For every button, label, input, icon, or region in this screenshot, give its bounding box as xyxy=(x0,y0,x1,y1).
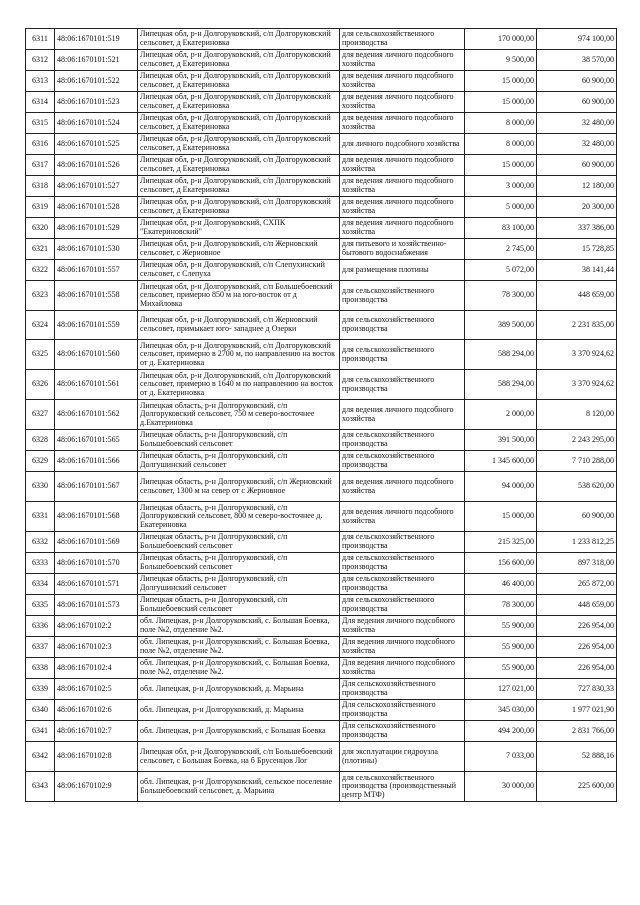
land-use-cell: для ведения личного подсобного хозяйства xyxy=(340,113,465,134)
cadastral-number-cell: 48:06:1670101:530 xyxy=(55,239,138,260)
address-cell: Липецкая область, р-н Долгоруковский, с/п Большебоевский сельсовет xyxy=(138,532,340,553)
area-cell: 2 745,00 xyxy=(465,239,537,260)
area-cell: 156 600,00 xyxy=(465,553,537,574)
row-number-cell: 6325 xyxy=(26,340,55,370)
area-cell: 15 000,00 xyxy=(465,502,537,532)
cadastral-number-cell: 48:06:1670102:8 xyxy=(55,742,138,772)
area-cell: 55 900,00 xyxy=(465,616,537,637)
cadastral-number-cell: 48:06:1670101:519 xyxy=(55,29,138,50)
area-cell: 3 000,00 xyxy=(465,176,537,197)
table-row xyxy=(26,451,617,472)
cadastral-number-cell: 48:06:1670102:7 xyxy=(55,721,138,742)
address-cell: обл. Липецкая, р-н Долгоруковский, д. Марьина xyxy=(138,700,340,721)
land-use-cell: для сельскохозяйственного производства xyxy=(340,430,465,451)
land-use-cell: Для сельскохозяйственного производства xyxy=(340,679,465,700)
address-cell: Липецкая обл, р-н Долгоруковский, с/п Долгоруковский сельсовет, примерно в 2700 м, по направлению на восток от д. Екатериновка xyxy=(138,340,340,370)
cadastral-value-cell: 38 570,00 xyxy=(537,50,617,71)
address-cell: обл. Липецкая, р-н Долгоруковский, с Большая Боевка xyxy=(138,721,340,742)
cadastral-number-cell: 48:06:1670101:562 xyxy=(55,400,138,430)
land-use-cell: для сельскохозяйственного производства xyxy=(340,574,465,595)
table-row xyxy=(26,370,617,400)
table-row xyxy=(26,472,617,502)
address-cell: обл. Липецкая, р-н Долгоруковский, д. Марьина xyxy=(138,679,340,700)
cadastral-value-cell: 2 243 295,00 xyxy=(537,430,617,451)
cadastral-value-cell: 337 386,00 xyxy=(537,218,617,239)
cadastral-number-cell: 48:06:1670101:529 xyxy=(55,218,138,239)
row-number-cell: 6316 xyxy=(26,134,55,155)
cadastral-number-cell: 48:06:1670101:565 xyxy=(55,430,138,451)
table-row xyxy=(26,532,617,553)
land-use-cell: для ведения личного подсобного хозяйства xyxy=(340,71,465,92)
cadastral-number-cell: 48:06:1670102:4 xyxy=(55,658,138,679)
row-number-cell: 6317 xyxy=(26,155,55,176)
cadastral-value-cell: 265 872,00 xyxy=(537,574,617,595)
table-row xyxy=(26,772,617,802)
area-cell: 494 200,00 xyxy=(465,721,537,742)
area-cell: 9 500,00 xyxy=(465,50,537,71)
land-use-cell: для сельскохозяйственного производства xyxy=(340,532,465,553)
address-cell: Липецкая область, р-н Долгоруковский, с/п Долгоруковский сельсовет, 750 м северо-восточнее д.Екатериновка xyxy=(138,400,340,430)
cadastral-value-cell: 3 370 924,62 xyxy=(537,370,617,400)
cadastral-number-cell: 48:06:1670101:521 xyxy=(55,50,138,71)
land-use-cell: для питьевого и хозяйственно-бытового водоснабжения xyxy=(340,239,465,260)
cadastral-number-cell: 48:06:1670101:561 xyxy=(55,370,138,400)
row-number-cell: 6328 xyxy=(26,430,55,451)
land-use-cell: для ведения личного подсобного хозяйства xyxy=(340,502,465,532)
row-number-cell: 6321 xyxy=(26,239,55,260)
table-row xyxy=(26,134,617,155)
area-cell: 46 400,00 xyxy=(465,574,537,595)
row-number-cell: 6311 xyxy=(26,29,55,50)
land-use-cell: для сельскохозяйственного производства xyxy=(340,311,465,340)
row-number-cell: 6318 xyxy=(26,176,55,197)
land-use-cell: для ведения личного подсобного хозяйства xyxy=(340,472,465,502)
land-use-cell: для ведения личного подсобного хозяйства xyxy=(340,50,465,71)
address-cell: Липецкая обл, р-н Долгоруковский, с/п Долгоруковский сельсовет, д Екатериновка xyxy=(138,134,340,155)
address-cell: Липецкая обл, р-н Долгоруковский, с/п Долгоруковский сельсовет, д Екатериновка xyxy=(138,92,340,113)
area-cell: 78 300,00 xyxy=(465,281,537,311)
area-cell: 55 900,00 xyxy=(465,637,537,658)
row-number-cell: 6342 xyxy=(26,742,55,772)
land-use-cell: для сельскохозяйственного производства (производственный центр МТФ) xyxy=(340,772,465,802)
address-cell: Липецкая обл, р-н Долгоруковский, с/п Долгоруковский сельсовет, д Екатериновка xyxy=(138,113,340,134)
table-row xyxy=(26,239,617,260)
address-cell: Липецкая обл, р-н Долгоруковский, с/п Долгоруковский сельсовет, д Екатериновка xyxy=(138,155,340,176)
cadastral-value-cell: 225 600,00 xyxy=(537,772,617,802)
cadastral-number-cell: 48:06:1670102:6 xyxy=(55,700,138,721)
area-cell: 8 000,00 xyxy=(465,113,537,134)
cadastral-value-cell: 60 900,00 xyxy=(537,71,617,92)
land-use-cell: для сельскохозяйственного производства xyxy=(340,340,465,370)
row-number-cell: 6326 xyxy=(26,370,55,400)
cadastral-number-cell: 48:06:1670101:527 xyxy=(55,176,138,197)
land-use-cell: для ведения личного подсобного хозяйства xyxy=(340,155,465,176)
address-cell: Липецкая область, р-н Долгоруковский, с/п Большебоевский сельсовет xyxy=(138,553,340,574)
address-cell: Липецкая область, р-н Долгоруковский, с/п Долгоруковский сельсовет, 800 м северо-восточнее д. Екатериновка xyxy=(138,502,340,532)
land-use-cell: Для сельскохозяйственного производства xyxy=(340,700,465,721)
cadastral-value-cell: 1 233 812,25 xyxy=(537,532,617,553)
address-cell: Липецкая область, р-н Долгоруковский, с/п Долгушинский сельсовет xyxy=(138,451,340,472)
row-number-cell: 6329 xyxy=(26,451,55,472)
land-use-cell: для сельскохозяйственного производства xyxy=(340,595,465,616)
row-number-cell: 6340 xyxy=(26,700,55,721)
cadastral-value-cell: 2 831 766,00 xyxy=(537,721,617,742)
row-number-cell: 6331 xyxy=(26,502,55,532)
land-use-cell: для сельскохозяйственного производства xyxy=(340,370,465,400)
cadastral-value-cell: 60 900,00 xyxy=(537,502,617,532)
address-cell: Липецкая обл, р-н Долгоруковский, с/п Большебоевский сельсовет, с Большая Боевка, на б Брусенцов Лог xyxy=(138,742,340,772)
row-number-cell: 6314 xyxy=(26,92,55,113)
cadastral-value-cell: 1 977 021,90 xyxy=(537,700,617,721)
table-row xyxy=(26,340,617,370)
table-row xyxy=(26,50,617,71)
address-cell: обл. Липецкая, р-н Долгоруковский, с. Большая Боевка, поле №2, отделение №2. xyxy=(138,637,340,658)
table-row xyxy=(26,197,617,218)
row-number-cell: 6312 xyxy=(26,50,55,71)
address-cell: Липецкая обл, р-н Долгоруковский, с/п Долгоруковский сельсовет, д Екатериновка xyxy=(138,29,340,50)
address-cell: Липецкая область, р-н Долгоруковский, с/п Большебоевский сельсовет xyxy=(138,595,340,616)
land-use-cell: Для ведения личного подсобного хозяйства xyxy=(340,616,465,637)
table-row xyxy=(26,113,617,134)
land-use-cell: для личного подсобного хозяйства xyxy=(340,134,465,155)
cadastral-number-cell: 48:06:1670101:524 xyxy=(55,113,138,134)
row-number-cell: 6319 xyxy=(26,197,55,218)
cadastral-value-cell: 974 100,00 xyxy=(537,29,617,50)
area-cell: 389 500,00 xyxy=(465,311,537,340)
row-number-cell: 6323 xyxy=(26,281,55,311)
row-number-cell: 6330 xyxy=(26,472,55,502)
cadastral-number-cell: 48:06:1670102:2 xyxy=(55,616,138,637)
cadastral-number-cell: 48:06:1670101:557 xyxy=(55,260,138,281)
row-number-cell: 6332 xyxy=(26,532,55,553)
row-number-cell: 6336 xyxy=(26,616,55,637)
cadastral-value-cell: 8 120,00 xyxy=(537,400,617,430)
row-number-cell: 6339 xyxy=(26,679,55,700)
table-row xyxy=(26,176,617,197)
row-number-cell: 6343 xyxy=(26,772,55,802)
cadastral-value-cell: 448 659,00 xyxy=(537,281,617,311)
area-cell: 1 345 600,00 xyxy=(465,451,537,472)
cadastral-value-cell: 226 954,00 xyxy=(537,616,617,637)
cadastral-value-cell: 448 659,00 xyxy=(537,595,617,616)
address-cell: обл. Липецкая, р-н Долгоруковский, сельское поселение Большебоевский сельсовет, д. Марьина xyxy=(138,772,340,802)
row-number-cell: 6313 xyxy=(26,71,55,92)
cadastral-number-cell: 48:06:1670101:558 xyxy=(55,281,138,311)
cadastral-number-cell: 48:06:1670101:573 xyxy=(55,595,138,616)
cadastral-number-cell: 48:06:1670102:9 xyxy=(55,772,138,802)
land-use-cell: для сельскохозяйственного производства xyxy=(340,451,465,472)
address-cell: Липецкая обл, р-н Долгоруковский, с/п Долгоруковский сельсовет, примерно в 1640 м по направлению на восток от д. Екатериновка xyxy=(138,370,340,400)
land-use-cell: Для сельскохозяйственного производства xyxy=(340,721,465,742)
cadastral-number-cell: 48:06:1670101:526 xyxy=(55,155,138,176)
table-row xyxy=(26,311,617,340)
table-row xyxy=(26,29,617,50)
address-cell: Липецкая обл, р-н Долгоруковский, с/п Жерновский сельсовет, примыкает юго- западнее д Озерки xyxy=(138,311,340,340)
address-cell: Липецкая обл, р-н Долгоруковский, с/п Слепухинский сельсовет, с Слепуха xyxy=(138,260,340,281)
cadastral-value-cell: 727 830,33 xyxy=(537,679,617,700)
address-cell: Липецкая область, р-н Долгоруковский, с/п Долгушинский сельсовет xyxy=(138,574,340,595)
area-cell: 2 000,00 xyxy=(465,400,537,430)
cadastral-value-cell: 15 728,85 xyxy=(537,239,617,260)
cadastral-number-cell: 48:06:1670101:571 xyxy=(55,574,138,595)
area-cell: 5 072,00 xyxy=(465,260,537,281)
table-body xyxy=(26,29,617,802)
land-use-cell: для эксплуатации гидроузла (плотины) xyxy=(340,742,465,772)
area-cell: 588 294,00 xyxy=(465,340,537,370)
table-row xyxy=(26,218,617,239)
cadastral-number-cell: 48:06:1670101:569 xyxy=(55,532,138,553)
area-cell: 127 021,00 xyxy=(465,679,537,700)
land-use-cell: Для ведения личного подсобного хозяйства xyxy=(340,658,465,679)
cadastral-number-cell: 48:06:1670101:570 xyxy=(55,553,138,574)
area-cell: 78 300,00 xyxy=(465,595,537,616)
cadastral-value-cell: 226 954,00 xyxy=(537,637,617,658)
table-row xyxy=(26,595,617,616)
table-row xyxy=(26,742,617,772)
address-cell: Липецкая обл, р-н Долгоруковский, с/п Долгоруковский сельсовет, д Екатериновка xyxy=(138,71,340,92)
land-use-cell: Для ведения личного подсобного хозяйства xyxy=(340,637,465,658)
area-cell: 94 000,00 xyxy=(465,472,537,502)
table-row xyxy=(26,700,617,721)
land-use-cell: для размещения плотины xyxy=(340,260,465,281)
address-cell: Липецкая обл, р-н Долгоруковский, с/п Долгоруковский сельсовет, д Екатериновка xyxy=(138,176,340,197)
cadastral-value-cell: 60 900,00 xyxy=(537,155,617,176)
area-cell: 8 000,00 xyxy=(465,134,537,155)
cadastral-value-cell: 2 231 835,00 xyxy=(537,311,617,340)
address-cell: Липецкая область, р-н Долгоруковский, с/п Большебоевский сельсовет xyxy=(138,430,340,451)
land-plots-table xyxy=(25,28,617,802)
address-cell: Липецкая обл, р-н Долгоруковский, с/п Большебоевский сельсовет, примерно 850 м на юго-восток от д Михайловка xyxy=(138,281,340,311)
land-use-cell: для сельскохозяйственного производства xyxy=(340,553,465,574)
area-cell: 30 000,00 xyxy=(465,772,537,802)
table-row xyxy=(26,430,617,451)
cadastral-number-cell: 48:06:1670101:567 xyxy=(55,472,138,502)
table-row xyxy=(26,679,617,700)
table-row xyxy=(26,658,617,679)
table-row xyxy=(26,71,617,92)
table-row xyxy=(26,553,617,574)
land-use-cell: для ведения личного подсобного хозяйства xyxy=(340,92,465,113)
cadastral-number-cell: 48:06:1670101:566 xyxy=(55,451,138,472)
address-cell: Липецкая обл, р-н Долгоруковский, с/п Долгоруковский сельсовет, д Екатериновка xyxy=(138,197,340,218)
table-row xyxy=(26,502,617,532)
cadastral-number-cell: 48:06:1670102:5 xyxy=(55,679,138,700)
cadastral-number-cell: 48:06:1670101:560 xyxy=(55,340,138,370)
cadastral-value-cell: 12 180,00 xyxy=(537,176,617,197)
area-cell: 588 294,00 xyxy=(465,370,537,400)
area-cell: 83 100,00 xyxy=(465,218,537,239)
area-cell: 170 000,00 xyxy=(465,29,537,50)
area-cell: 215 325,00 xyxy=(465,532,537,553)
cadastral-value-cell: 32 480,00 xyxy=(537,113,617,134)
row-number-cell: 6334 xyxy=(26,574,55,595)
row-number-cell: 6335 xyxy=(26,595,55,616)
row-number-cell: 6337 xyxy=(26,637,55,658)
table-row xyxy=(26,574,617,595)
table-row xyxy=(26,721,617,742)
address-cell: Липецкая обл, р-н Долгоруковский, с/п Жерновский сельсовет, с Жерновное xyxy=(138,239,340,260)
land-use-cell: для ведения личного подсобного хозяйства xyxy=(340,400,465,430)
area-cell: 15 000,00 xyxy=(465,155,537,176)
row-number-cell: 6338 xyxy=(26,658,55,679)
land-use-cell: для ведения личного подсобного хозяйства xyxy=(340,197,465,218)
cadastral-value-cell: 3 370 924,62 xyxy=(537,340,617,370)
area-cell: 15 000,00 xyxy=(465,92,537,113)
land-use-cell: для сельскохозяйственного производства xyxy=(340,29,465,50)
row-number-cell: 6327 xyxy=(26,400,55,430)
land-use-cell: для сельскохозяйственного производства xyxy=(340,281,465,311)
row-number-cell: 6315 xyxy=(26,113,55,134)
table-row xyxy=(26,155,617,176)
cadastral-value-cell: 60 900,00 xyxy=(537,92,617,113)
cadastral-value-cell: 226 954,00 xyxy=(537,658,617,679)
cadastral-value-cell: 32 480,00 xyxy=(537,134,617,155)
table-row xyxy=(26,260,617,281)
table-row xyxy=(26,92,617,113)
area-cell: 345 030,00 xyxy=(465,700,537,721)
cadastral-number-cell: 48:06:1670101:568 xyxy=(55,502,138,532)
table-row xyxy=(26,616,617,637)
cadastral-number-cell: 48:06:1670101:525 xyxy=(55,134,138,155)
land-use-cell: для ведения личного подсобного хозяйства xyxy=(340,176,465,197)
area-cell: 391 500,00 xyxy=(465,430,537,451)
row-number-cell: 6322 xyxy=(26,260,55,281)
cadastral-number-cell: 48:06:1670101:559 xyxy=(55,311,138,340)
address-cell: Липецкая область, р-н Долгоруковский, с/п Жерновский сельсовет, 1300 м на север от с Жерновное xyxy=(138,472,340,502)
row-number-cell: 6324 xyxy=(26,311,55,340)
area-cell: 15 000,00 xyxy=(465,71,537,92)
address-cell: Липецкая обл, р-н Долгоруковский, СХПК "Екатериновский" xyxy=(138,218,340,239)
cadastral-value-cell: 897 318,00 xyxy=(537,553,617,574)
cadastral-value-cell: 38 141,44 xyxy=(537,260,617,281)
row-number-cell: 6333 xyxy=(26,553,55,574)
cadastral-number-cell: 48:06:1670101:522 xyxy=(55,71,138,92)
area-cell: 55 900,00 xyxy=(465,658,537,679)
cadastral-number-cell: 48:06:1670101:523 xyxy=(55,92,138,113)
cadastral-number-cell: 48:06:1670102:3 xyxy=(55,637,138,658)
area-cell: 5 000,00 xyxy=(465,197,537,218)
table-row xyxy=(26,281,617,311)
land-use-cell: для ведения личного подсобного хозяйства xyxy=(340,218,465,239)
table-row xyxy=(26,637,617,658)
cadastral-value-cell: 20 300,00 xyxy=(537,197,617,218)
table-row xyxy=(26,400,617,430)
address-cell: обл. Липецкая, р-н Долгоруковский, с. Большая Боевка, поле №2, отделение №2. xyxy=(138,658,340,679)
cadastral-value-cell: 7 710 288,00 xyxy=(537,451,617,472)
cadastral-value-cell: 52 888,16 xyxy=(537,742,617,772)
cadastral-number-cell: 48:06:1670101:528 xyxy=(55,197,138,218)
cadastral-value-cell: 538 620,00 xyxy=(537,472,617,502)
address-cell: Липецкая обл, р-н Долгоруковский, с/п Долгоруковский сельсовет, д Екатериновка xyxy=(138,50,340,71)
area-cell: 7 033,00 xyxy=(465,742,537,772)
row-number-cell: 6341 xyxy=(26,721,55,742)
address-cell: обл. Липецкая, р-н Долгоруковский, с. Большая Боевка, поле №2, отделение №2. xyxy=(138,616,340,637)
row-number-cell: 6320 xyxy=(26,218,55,239)
